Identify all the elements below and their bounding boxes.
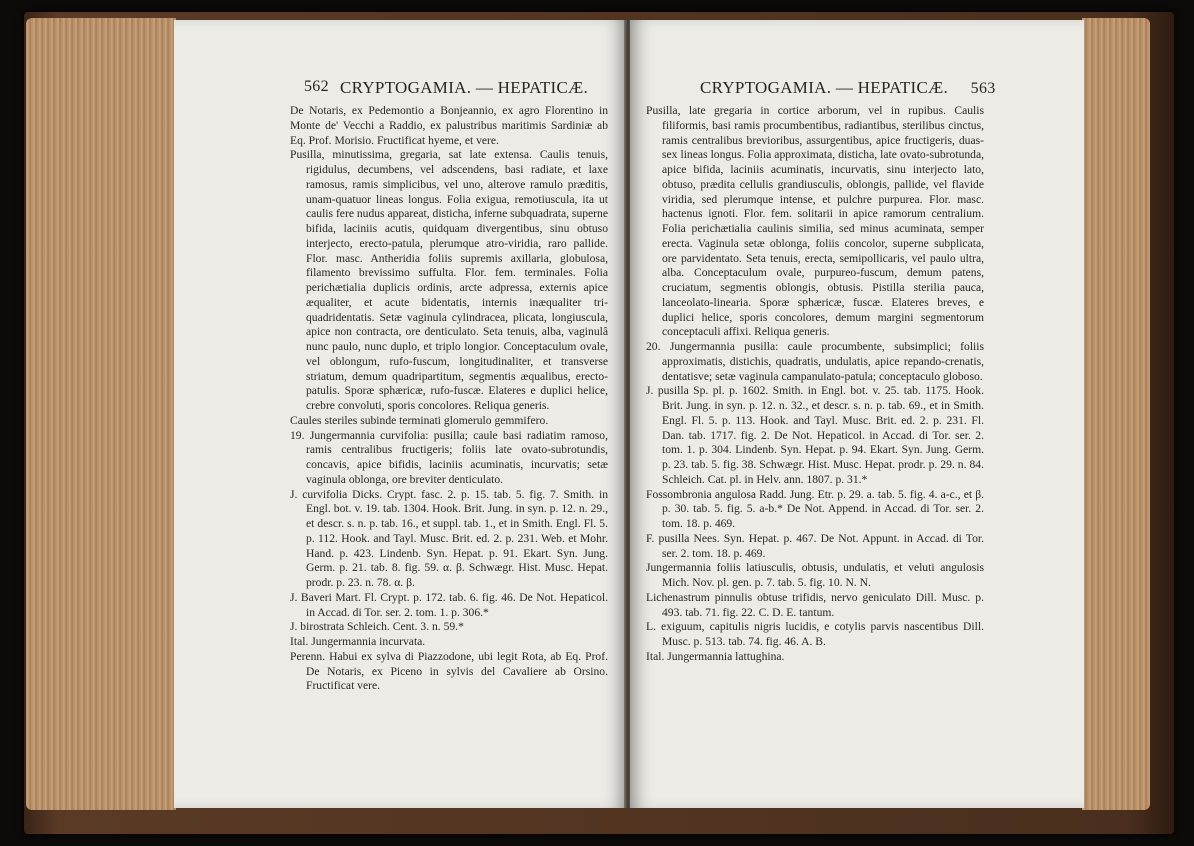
species-heading: 20. Jungermannia pusilla: caule procumbente, subsimplici; foliis approximatis, distichis, quadratis, undulatis, apice repando-crenatis, dentatisve; setæ vaginula campanulato-patula; conceptaculo globoso. [646, 340, 984, 383]
right-page-edges [1082, 18, 1150, 810]
synonym-entry: J. pusilla Sp. pl. p. 1602. Smith. in Engl. bot. v. 25. tab. 1175. Hook. Brit. Jung. in syn. p. 12. n. 32., et descr. s. n. p. tab. 69., et in Smith. Engl. Fl. 5. p. 113. Hook. and Tayl. Musc. Brit. ed. 2. p. 231. Fl. Dan. tab. 1717. fig. 2. De Not. Hepaticol. in Accad. di Tor. ser. 2. tom. 1. p. 304. Lindenb. Syn. Hepat. p. 94. Ekart. Syn. Jung. Germ. p. 23. tab. 5. fig. 38. Schwægr. Hist. Musc. Hepat. prodr. p. 29. n. 84. Schleich. Cat. pl. in Helv. ann. 1807. p. 31.* [646, 384, 984, 486]
left-page-body [290, 104, 608, 694]
synonym-entry: J. Baveri Mart. Fl. Crypt. p. 172. tab. 6. fig. 46. De Not. Hepaticol. in Accad. di Tor. ser. 2. tom. 1. p. 306.* [290, 590, 608, 619]
synonym-entry: Fossombronia angulosa Radd. Jung. Etr. p. 29. a. tab. 5. fig. 4. a-c., et β. p. 30. tab. 5. fig. 5. a-b.* De Not. Append. in Accad. di Tor. ser. 2. tom. 18. p. 469. [646, 487, 984, 530]
paragraph: Pusilla, late gregaria in cortice arborum, vel in rupibus. Caulis filiformis, basi ramis procumbentibus, radiantibus, sterilibus cinctus, ramis centralibus brevioribus, assurgentibus, apice fructigeris, duas-sex lineas longus. Folia approximata, disticha, late ovato-subrotunda, apice bifida, laciniis acuminatis, incurvatis, sinu interjecto lato, obtuso, prædita cellulis grandiusculis, oblongis, pallide, vel flavide viridia, sed plerumque intense, et pulchre purpurea. Flor. masc. hactenus ignoti. Flor. fem. solitarii in apice ramorum centralium. Folia perichætialia caulinis similia, sed minus acuminata, semper erecta. Vaginula setæ oblonga, foliis concolor, superne subplicata, ore parvidentato. Seta tenuis, erecta, semipollicaris, vel paulo ultra, alba. Conceptaculum ovale, purpureo-fuscum, demum patens, cruciatum, segmentis oblongis, obtusis. Pistilla sterilia pauca, lanceolato-linearia. Sporæ sphæricæ, fuscæ. Elateres breves, e duplici helice, sporis concolores, demum margini segmentorum conceptaculi affixi. Reliqua generis. [646, 104, 984, 339]
left-running-title: CRYPTOGAMIA. — HEPATICÆ. [340, 78, 589, 97]
paragraph: De Notaris, ex Pedemontio a Bonjeannio, ex agro Florentino in Monte de' Vecchi a Raddio, ex palustribus maritimis Sardiniæ ab Eq. Prof. Morisio. Fructificat hyeme, et vere. [290, 104, 608, 147]
left-page-number: 562 [304, 78, 329, 95]
paragraph: Pusilla, minutissima, gregaria, sat late extensa. Caulis tenuis, rigidulus, decumbens, vel adscendens, basi radiate, et laxe ramosus, ramis simplicibus, vel uno, alterove ramulo præditis, unam-quatuor lineas longus. Folia exigua, remotiuscula, ita ut caulis fere nudus appareat, disticha, inferne subquadrata, superne bifida, laciniis acutis, quidquam divergentibus, sinu obtuso interjecto, erecto-patula, plerumque atro-viridia, raro pallide. Flor. masc. Antheridia foliis supremis axillaria, globulosa, filamento brevissimo suffulta. Flor. fem. terminales. Folia perichætialia duplicis ordinis, arcte adpressa, externis apice æqualiter, et acute bidentatis, internis inæqualiter tri-quadridentatis. Setæ vaginula cylindracea, plicata, longiuscula, apice non contracta, ore denticulato. Seta tenuis, alba, vaginulâ nunc paulo, nunc duplo, et triplo longior. Conceptaculum ovale, vel oblongum, rufo-fuscum, longitudinaliter, et transverse striatum, demum quadripartitum, segmentis æqualibus, erecto-patulis. Sporæ sphæricæ, rufo-fuscæ. Elateres e duplici helice, crebre convoluti, sporis concolores. Reliqua generis. [290, 148, 608, 412]
italian-name: Ital. Jungermannia incurvata. [290, 635, 426, 648]
left-page-edges [26, 18, 176, 810]
italian-name: Ital. Jungermannia lattughina. [646, 649, 785, 663]
paragraph: Caules steriles subinde terminati glomerulo gemmifero. [290, 413, 549, 427]
right-page-body [646, 104, 984, 665]
right-running-title: CRYPTOGAMIA. — HEPATICÆ. [700, 78, 949, 97]
right-page [630, 20, 1084, 808]
paragraph: Perenn. Habui ex sylva di Piazzodone, ubi legit Rota, ab Eq. Prof. De Notaris, ex Piceno in sylvis del Cavaliere ab Orsino. Fructificat vere. [290, 649, 608, 693]
synonym-entry: J. birostrata Schleich. Cent. 3. n. 59.* [290, 620, 464, 634]
right-page-header [700, 78, 996, 98]
synonym-entry: F. pusilla Nees. Syn. Hepat. p. 467. De Not. Appunt. in Accad. di Tor. ser. 2. tom. 18. p. 469. [646, 531, 984, 560]
left-page [174, 20, 626, 808]
species-heading: 19. Jungermannia curvifolia: pusilla; caule basi radiatim ramoso, ramis centralibus fructigeris; foliis late ovato-subrotundis, concavis, apice bifidis, laciniis acuminatis, incurvatis; setæ vaginula oblonga, ore breviter denticulato. [290, 428, 608, 486]
synonym-entry: Lichenastrum pinnulis obtuse trifidis, nervo geniculato Dill. Musc. p. 493. tab. 71. fig. 22. C. D. E. tantum. [646, 590, 984, 619]
synonym-entry: J. curvifolia Dicks. Crypt. fasc. 2. p. 15. tab. 5. fig. 7. Smith. in Engl. bot. v. 19. tab. 1304. Hook. Brit. Jung. in syn. p. 12. n. 29., et descr. s. n. p. tab. 16., et suppl. tab. 1., et in Smith. Engl. Fl. 5. p. 112. Hook. and Tayl. Musc. Brit. ed. 2. p. 231. Web. et Mohr. Hand. p. 423. Lindenb. Syn. Hepat. p. 91. Ekart. Syn. Jung. Germ. p. 21. tab. 8. fig. 59. α. β. Schwægr. Hist. Musc. Hepat. prodr. p. 23. n. 78. α. β. [290, 487, 608, 589]
synonym-entry: L. exiguum, capitulis nigris lucidis, e cotylis parvis nascentibus Dill. Musc. p. 513. tab. 74. fig. 46. A. B. [646, 620, 984, 648]
synonym-entry: Jungermannia foliis latiusculis, obtusis, undulatis, et veluti angulosis Mich. Nov. pl. gen. p. 7. tab. 5. fig. 10. N. N. [646, 561, 984, 589]
right-page-number: 563 [970, 80, 996, 97]
